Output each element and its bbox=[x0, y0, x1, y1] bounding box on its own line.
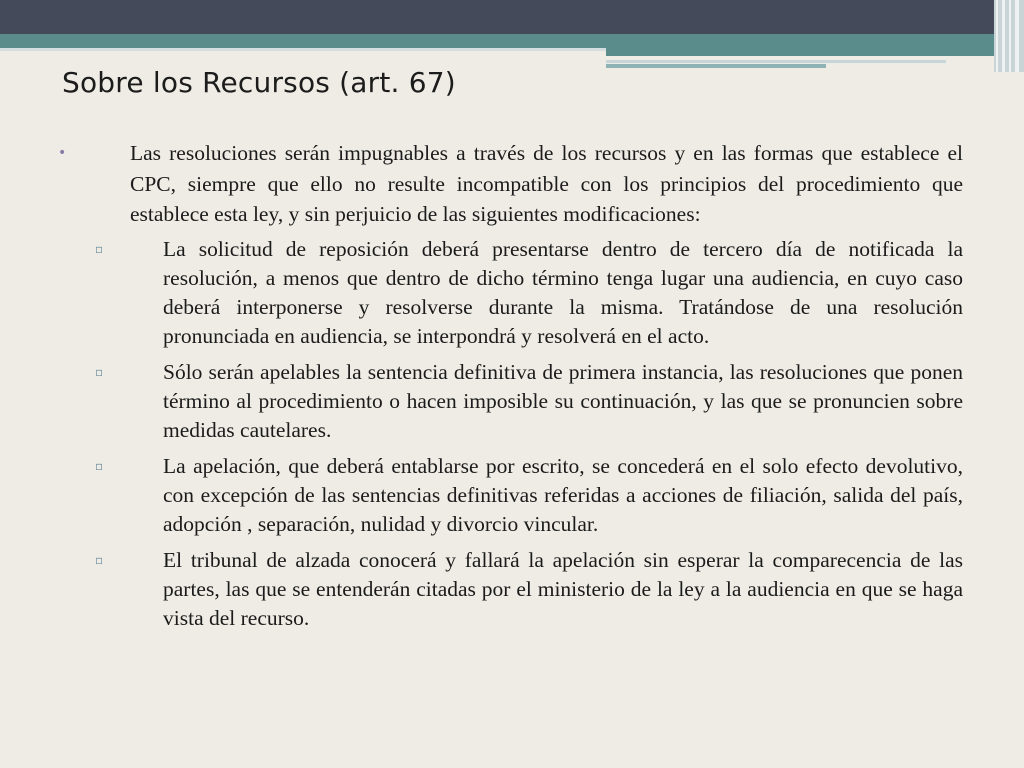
header-vertical-stripes bbox=[994, 0, 1024, 72]
sub-bullet-square-icon: ▫ bbox=[95, 364, 104, 379]
slide-body bbox=[0, 138, 1024, 633]
header-accent-line-teal bbox=[606, 64, 826, 68]
header-accent-line-light bbox=[606, 60, 946, 63]
sub-bullet-text: La solicitud de reposición deberá presentarse dentro de tercero día de notificada la resolución, a menos que dentro de dicho término tenga lugar una audiencia, en cuyo caso deberá interponerse y resolverse durante la misma. Tratándose de una resolución pronunciada en audiencia, se interpondrá y resolverá en el acto. bbox=[163, 236, 963, 348]
sub-bullet-square-icon: ▫ bbox=[95, 458, 104, 473]
sub-bullet-item bbox=[95, 452, 963, 539]
sub-bullet-square-icon: ▫ bbox=[95, 241, 104, 256]
sub-bullet-square-icon: ▫ bbox=[95, 552, 104, 567]
bullet-main-text: Las resoluciones serán impugnables a través de los recursos y en las formas que establece el CPC, siempre que ello no resulte incompatible con los principios del procedimiento que establece esta ley, y sin perjuicio de las siguientes modificaciones: bbox=[130, 141, 963, 226]
sub-bullet-item bbox=[95, 546, 963, 633]
bullet-dot-icon: • bbox=[58, 145, 67, 161]
sub-bullet-item bbox=[95, 358, 963, 445]
header-accent-block bbox=[606, 48, 1024, 56]
header-teal-bar bbox=[0, 34, 1024, 48]
sub-bullet-text: Sólo serán apelables la sentencia definitiva de primera instancia, las resoluciones que ponen término al procedimiento o hacen imposible su continuación, y las que se pronuncien sobre medidas cautelares. bbox=[163, 359, 963, 442]
sub-bullet-item bbox=[95, 235, 963, 351]
slide-title: Sobre los Recursos (art. 67) bbox=[62, 66, 456, 99]
header-dark-band bbox=[0, 0, 1024, 34]
sub-bullet-text: El tribunal de alzada conocerá y fallará la apelación sin esperar la comparecencia de las partes, las que se entenderán citadas por el ministerio de la ley a la audiencia en que se haga vista del recurso. bbox=[163, 547, 963, 630]
bullet-main bbox=[58, 138, 963, 230]
sub-bullet-text: La apelación, que deberá entablarse por escrito, se concederá en el solo efecto devolutivo, con excepción de las sentencias definitivas referidas a acciones de filiación, salida del país, adopción , separación, nulidad y divorcio vincular. bbox=[163, 453, 963, 536]
